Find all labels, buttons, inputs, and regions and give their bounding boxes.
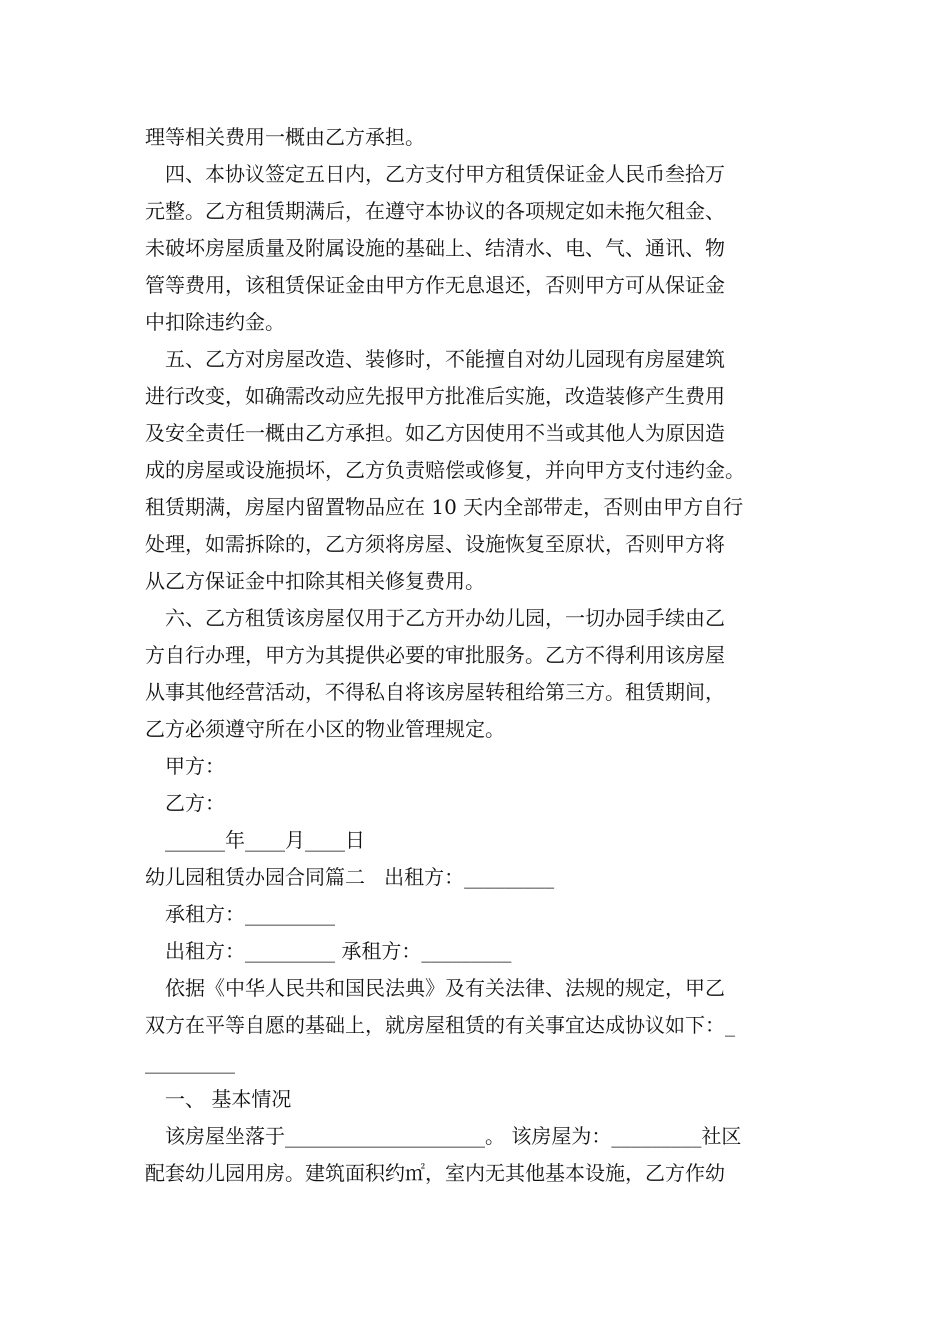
paragraph-line: 从事其他经营活动，不得私自将该房屋转租给第三方。租赁期间， (145, 680, 725, 704)
paragraph-line: 乙方必须遵守所在小区的物业管理规定。 (145, 717, 505, 741)
paragraph-line: 租赁期满，房屋内留置物品应在 10 天内全部带走，否则由甲方自行 (145, 495, 744, 519)
location-line: 该房屋坐落于____________________。 该房屋为：_________社区 (165, 1124, 742, 1148)
paragraph-line: 及安全责任一概由乙方承担。如乙方因使用不当或其他人为原因造 (145, 421, 725, 445)
paragraph-line: 双方在平等自愿的基础上，就房屋租赁的有关事宜达成协议如下：_ (145, 1013, 735, 1037)
paragraph-line: 进行改变，如确需改动应先报甲方批准后实施，改造装修产生费用 (145, 384, 725, 408)
paragraph-line: 元整。乙方租赁期满后，在遵守本协议的各项规定如未拖欠租金、 (145, 199, 725, 223)
party-b-signature-line: 乙方： (165, 791, 225, 815)
clause-four-heading-line: 四、本协议签定五日内，乙方支付甲方租赁保证金人民币叁拾万 (165, 162, 725, 186)
lessor-lessee-line: 出租方：_________ 承租方：_________ (165, 939, 512, 963)
paragraph-line: 未破坏房屋质量及附属设施的基础上、结清水、电、气、通讯、物 (145, 236, 725, 260)
clause-five-heading-line: 五、乙方对房屋改造、装修时，不能擅自对幼儿园现有房屋建筑 (165, 347, 725, 371)
paragraph-line: 从乙方保证金中扣除其相关修复费用。 (145, 569, 485, 593)
clause-six-heading-line: 六、乙方租赁该房屋仅用于乙方开办幼儿园，一切办园手续由乙 (165, 606, 725, 630)
lessee-line: 承租方：_________ (165, 902, 335, 926)
preamble-line: 依据《中华人民共和国民法典》及有关法律、法规的规定，甲乙 (165, 976, 725, 1000)
paragraph-line: 配套幼儿园用房。建筑面积约㎡，室内无其他基本设施，乙方作幼 (145, 1161, 725, 1185)
contract-two-title-line: 幼儿园租赁办园合同篇二 出租方：_________ (145, 865, 555, 889)
paragraph-line: 中扣除违约金。 (145, 310, 285, 334)
paragraph-line: 管等费用，该租赁保证金由甲方作无息退还，否则甲方可从保证金 (145, 273, 725, 297)
paragraph-line: 成的房屋或设施损坏，乙方负责赔偿或修复，并向甲方支付违约金。 (145, 458, 745, 482)
paragraph-line: 方自行办理，甲方为其提供必要的审批服务。乙方不得利用该房屋 (145, 643, 725, 667)
date-line: ______年____月____日 (165, 828, 365, 852)
paragraph-line: 理等相关费用一概由乙方承担。 (145, 125, 425, 149)
paragraph-line: 处理，如需拆除的，乙方须将房屋、设施恢复至原状，否则甲方将 (145, 532, 725, 556)
blank-underline-line: _________ (145, 1050, 235, 1074)
party-a-signature-line: 甲方： (165, 754, 225, 778)
section-heading-basic-info: 一、 基本情况 (165, 1087, 292, 1111)
